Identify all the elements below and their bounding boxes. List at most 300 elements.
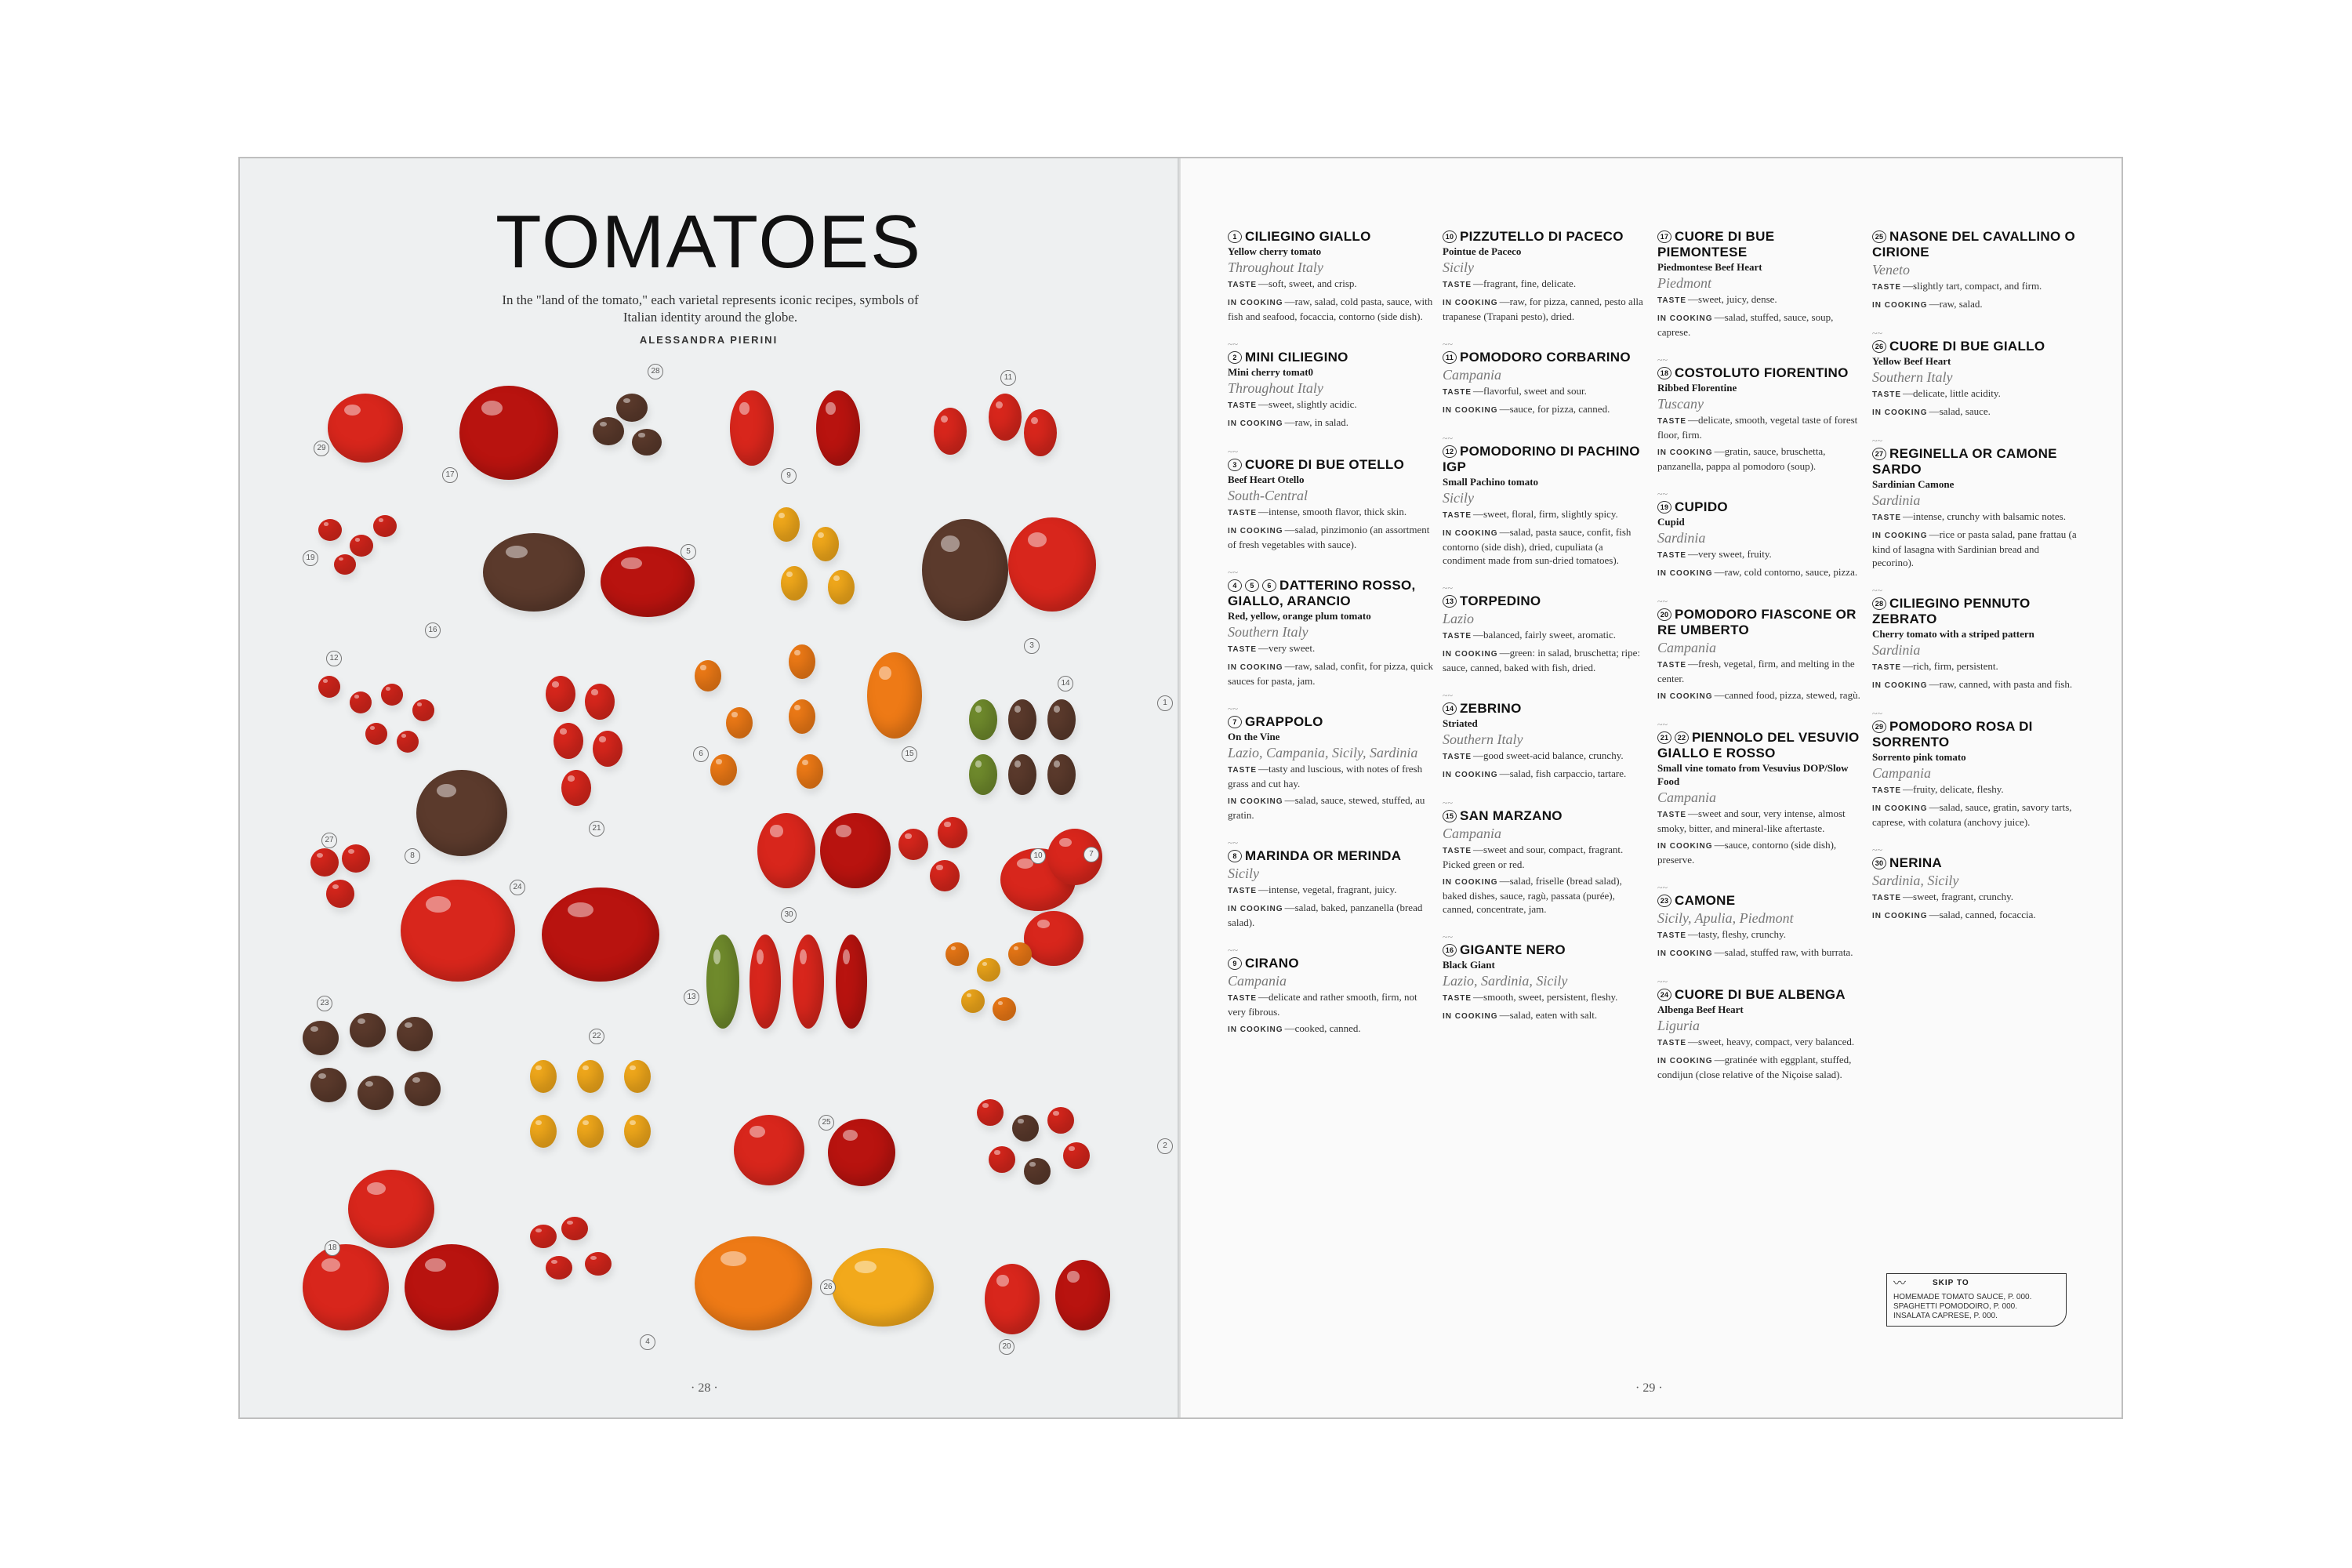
cooking-text: —raw, canned, with pasta and fish. [1929, 678, 2073, 690]
varietal-subtitle: Ribbed Florentine [1657, 382, 1737, 394]
entry-separator: ~~ [1443, 931, 1453, 942]
taste-label: TASTE [1443, 511, 1472, 520]
taste-text: —slightly tart, compact, and firm. [1903, 280, 2042, 292]
taste-label: TASTE [1657, 551, 1687, 560]
cooking-text: —raw, cold contorno, sauce, pizza. [1714, 566, 1858, 578]
entry-separator: ~~ [1657, 488, 1668, 499]
varietal-subtitle: Pointue de Paceco [1443, 245, 1522, 257]
cooking-line [1872, 528, 2078, 569]
taste-line [1657, 807, 1863, 835]
tomato [812, 527, 839, 561]
varietal-name [1443, 701, 1648, 717]
tomato [726, 707, 753, 739]
varietal-number: 5 [1245, 579, 1259, 592]
cooking-text: —salad, pinzimonio (an assortment of fresh vegetables with sauce). [1228, 524, 1430, 550]
skip-item: INSALATA CAPRESE, P. 000. [1893, 1312, 1998, 1320]
tomato [365, 723, 387, 745]
varietal-title: REGINELLA OR CAMONE SARDO [1872, 446, 2057, 477]
varietal-number: 6 [1262, 579, 1276, 592]
varietal-name [1228, 457, 1433, 473]
cooking-label: IN COOKING [1657, 314, 1713, 323]
varietal-number: 11 [1443, 351, 1457, 364]
entry-separator: ~~ [1872, 844, 1882, 855]
varietal-subtitle: Sardinian Camone [1872, 478, 1955, 490]
varietal-title: ZEBRINO [1460, 701, 1522, 716]
tomato [1024, 409, 1057, 456]
tomato [326, 880, 354, 908]
varietal-name [1657, 229, 1863, 260]
tomato [632, 429, 662, 456]
tomato [989, 394, 1022, 441]
taste-label: TASTE [1657, 931, 1687, 940]
cooking-text: —raw, in salad. [1284, 416, 1349, 428]
tomato [401, 880, 515, 982]
photo-number-badge: 30 [781, 907, 797, 923]
varietal-region: Campania [1872, 765, 1932, 781]
cooking-label: IN COOKING [1657, 692, 1713, 701]
varietal-subtitle: Black Giant [1443, 959, 1495, 971]
page-number-left: · 28 · [691, 1381, 718, 1395]
skip-to-box [1886, 1273, 2067, 1327]
taste-label: TASTE [1657, 296, 1687, 305]
varietal-name [1443, 444, 1648, 475]
photo-number-badge: 1 [1157, 695, 1173, 711]
cooking-label: IN COOKING [1872, 804, 1928, 813]
cooking-line [1228, 901, 1433, 929]
taste-line [1443, 843, 1648, 871]
tomato [867, 652, 922, 739]
tomato [938, 817, 967, 848]
tomato [832, 1248, 934, 1327]
varietal-subtitle: Cupid [1657, 516, 1685, 528]
cooking-label: IN COOKING [1228, 299, 1283, 307]
entry-separator: ~~ [1443, 433, 1453, 444]
varietal-name [1872, 446, 2078, 477]
taste-text: —soft, sweet, and crisp. [1258, 278, 1357, 289]
tomato [397, 731, 419, 753]
varietal-name [1872, 719, 2078, 750]
varietal-number: 9 [1228, 957, 1242, 970]
cooking-line [1657, 946, 1863, 960]
tomato [836, 935, 867, 1029]
cooking-line [1872, 297, 2078, 312]
tomato [710, 754, 737, 786]
taste-text: —tasty and luscious, with notes of fresh grass and cut hay. [1228, 763, 1423, 789]
varietal-entry [1657, 499, 1863, 580]
photo-number-badge: 2 [1157, 1138, 1173, 1154]
taste-line [1657, 292, 1863, 307]
entry-separator: ~~ [1872, 708, 1882, 719]
cooking-text: —raw, salad. [1929, 298, 1983, 310]
varietal-title: POMODORO FIASCONE OR RE UMBERTO [1657, 607, 1857, 637]
entry-separator: ~~ [1228, 837, 1238, 848]
cooking-label: IN COOKING [1872, 681, 1928, 690]
column-1 [1228, 229, 1433, 1052]
varietal-number: 28 [1872, 597, 1886, 610]
varietal-entry [1872, 596, 2078, 692]
photo-number-badge: 23 [317, 996, 332, 1011]
tomato [789, 699, 815, 734]
varietal-name [1657, 730, 1863, 761]
cooking-line [1443, 1008, 1648, 1023]
cooking-line [1228, 416, 1433, 430]
varietal-title: GIGANTE NERO [1460, 942, 1566, 957]
varietal-subtitle: Albenga Beef Heart [1657, 1004, 1744, 1015]
tomato [1024, 911, 1083, 966]
taste-label: TASTE [1872, 390, 1902, 399]
varietal-title: GRAPPOLO [1245, 714, 1323, 729]
tomato [1008, 942, 1032, 966]
taste-text: —sweet, slightly acidic. [1258, 398, 1357, 410]
cooking-text: —salad, canned, focaccia. [1929, 909, 2036, 920]
photo-number-badge: 10 [1030, 848, 1046, 864]
cooking-line [1657, 688, 1863, 703]
taste-line [1872, 279, 2078, 294]
varietal-title: CAMONE [1675, 893, 1736, 908]
cooking-line [1228, 295, 1433, 323]
cooking-label: IN COOKING [1443, 299, 1498, 307]
tomato [993, 997, 1016, 1021]
tomato [397, 1017, 433, 1051]
taste-label: TASTE [1443, 632, 1472, 641]
cooking-label: IN COOKING [1443, 771, 1498, 779]
varietal-region: Sicily, Apulia, Piedmont [1657, 910, 1794, 926]
photo-number-badge: 6 [693, 746, 709, 762]
taste-label: TASTE [1443, 847, 1472, 855]
varietal-entry [1657, 987, 1863, 1081]
varietal-entry [1443, 350, 1648, 417]
cooking-label: IN COOKING [1657, 842, 1713, 851]
varietal-entry [1657, 730, 1863, 866]
taste-text: —tasty, fleshy, crunchy. [1688, 928, 1786, 940]
column-4 [1872, 229, 2078, 938]
taste-line [1657, 1035, 1863, 1050]
cooking-label: IN COOKING [1443, 406, 1498, 415]
photo-number-badge: 15 [902, 746, 917, 762]
taste-text: —flavorful, sweet and sour. [1473, 385, 1587, 397]
cooking-line [1443, 402, 1648, 417]
cooking-text: —salad, eaten with salt. [1499, 1009, 1598, 1021]
varietal-entry [1228, 714, 1433, 822]
varietal-region: Tuscany [1657, 396, 1704, 412]
varietal-title: CUPIDO [1675, 499, 1728, 514]
varietal-number: 10 [1443, 230, 1457, 243]
taste-line [1443, 277, 1648, 292]
taste-line [1228, 505, 1433, 520]
varietal-title: PIZZUTELLO DI PACECO [1460, 229, 1624, 244]
taste-label: TASTE [1228, 994, 1258, 1003]
tomato [342, 844, 370, 873]
author-name: ALESSANDRA PIERINI [639, 334, 779, 346]
tomato [816, 390, 860, 466]
taste-text: —sweet and sour, very intense, almost smoky, bitter, and mineral-like aftertaste. [1657, 808, 1846, 834]
taste-text: —very sweet. [1258, 642, 1316, 654]
cooking-label: IN COOKING [1443, 650, 1498, 659]
taste-text: —sweet, floral, firm, slightly spicy. [1473, 508, 1618, 520]
taste-text: —smooth, sweet, persistent, fleshy. [1473, 991, 1618, 1003]
varietal-subtitle: Piedmontese Beef Heart [1657, 261, 1762, 273]
varietal-region: Sardinia, Sicily [1872, 873, 1959, 888]
varietal-title: TORPEDINO [1460, 593, 1541, 608]
varietal-name [1657, 893, 1863, 909]
varietal-title: CUORE DI BUE PIEMONTESE [1657, 229, 1775, 260]
taste-label: TASTE [1228, 401, 1258, 410]
tomato [585, 684, 615, 720]
tomato [828, 1119, 895, 1186]
tomato [585, 1252, 612, 1276]
cooking-label: IN COOKING [1657, 569, 1713, 578]
tomato [793, 935, 824, 1029]
cooking-line [1872, 405, 2078, 419]
varietal-number: 1 [1228, 230, 1242, 243]
varietal-region: Veneto [1872, 262, 1910, 278]
cooking-label: IN COOKING [1443, 878, 1498, 887]
varietal-number: 4 [1228, 579, 1242, 592]
taste-line [1228, 883, 1433, 898]
varietal-number: 17 [1657, 230, 1671, 243]
taste-text: —fresh, vegetal, firm, and melting in the center. [1657, 658, 1855, 684]
varietal-region: Campania [1657, 789, 1717, 805]
tomato [922, 519, 1008, 621]
taste-line [1228, 990, 1433, 1018]
varietal-subtitle: Red, yellow, orange plum tomato [1228, 610, 1371, 622]
photo-number-badge: 3 [1024, 638, 1040, 654]
taste-label: TASTE [1443, 753, 1472, 761]
tomato [577, 1115, 604, 1148]
varietal-number: 22 [1675, 731, 1689, 744]
taste-line [1443, 990, 1648, 1005]
tomato [773, 507, 800, 542]
photo-number-badge: 22 [589, 1029, 604, 1044]
varietal-region: Lazio [1443, 611, 1475, 626]
varietal-region: Lazio, Sardinia, Sicily [1443, 973, 1568, 989]
cooking-label: IN COOKING [1443, 529, 1498, 538]
tomato [797, 754, 823, 789]
varietal-subtitle: Striated [1443, 717, 1478, 729]
varietal-entry [1657, 229, 1863, 339]
tomato [977, 1099, 1004, 1126]
cooking-text: —salad, stuffed raw, with burrata. [1714, 946, 1853, 958]
tomato [405, 1244, 499, 1330]
tomato [358, 1076, 394, 1110]
varietal-name [1657, 987, 1863, 1003]
varietal-name [1228, 956, 1433, 971]
varietal-title: NERINA [1889, 855, 1942, 870]
taste-line [1657, 657, 1863, 685]
photo-number-badge: 8 [405, 848, 420, 864]
varietal-entry [1228, 457, 1433, 551]
tomato [757, 813, 815, 888]
photo-number-badge: 11 [1000, 370, 1016, 386]
varietal-number: 30 [1872, 857, 1886, 869]
tomato [1055, 1260, 1110, 1330]
tomato [601, 546, 695, 617]
varietal-title: POMODORO ROSA DI SORRENTO [1872, 719, 2033, 750]
tomato [577, 1060, 604, 1093]
taste-line [1872, 659, 2078, 674]
cooking-line [1443, 525, 1648, 567]
skip-to-label: SKIP TO [1933, 1279, 1969, 1287]
varietal-number: 24 [1657, 989, 1671, 1001]
varietal-entry [1443, 808, 1648, 916]
entry-separator: ~~ [1228, 945, 1238, 956]
tomato [624, 1060, 651, 1093]
varietal-entry [1228, 578, 1433, 688]
varietal-number: 13 [1443, 595, 1457, 608]
cooking-line [1443, 874, 1648, 916]
taste-line [1657, 413, 1863, 441]
tomato [350, 1013, 386, 1047]
photo-number-badge: 28 [648, 364, 663, 379]
tomato [530, 1115, 557, 1148]
photo-number-badge: 18 [325, 1240, 340, 1256]
varietal-title: CUORE DI BUE ALBENGA [1675, 987, 1846, 1002]
varietal-name [1228, 578, 1433, 609]
tomato [1047, 754, 1076, 795]
varietal-number: 18 [1657, 367, 1671, 379]
varietal-entry [1872, 446, 2078, 569]
taste-label: TASTE [1872, 786, 1902, 795]
photo-number-badge: 16 [425, 622, 441, 638]
varietal-title: CILIEGINO GIALLO [1245, 229, 1371, 244]
entry-separator: ~~ [1657, 976, 1668, 987]
cooking-text: —salad, sauce. [1929, 405, 1991, 417]
varietal-title: NASONE DEL CAVALLINO O CIRIONE [1872, 229, 2076, 260]
varietal-number: 23 [1657, 895, 1671, 907]
cooking-line [1228, 523, 1433, 551]
taste-label: TASTE [1228, 281, 1258, 289]
cooking-line [1228, 1022, 1433, 1036]
varietal-title: POMODORINO DI PACHINO IGP [1443, 444, 1640, 474]
taste-line [1872, 510, 2078, 524]
tomato [310, 848, 339, 877]
varietal-region: Throughout Italy [1228, 260, 1323, 275]
cooking-text: —sauce, contorno (side dish), preserve. [1657, 839, 1837, 866]
tomato [530, 1060, 557, 1093]
varietal-number: 3 [1228, 459, 1242, 471]
cooking-label: IN COOKING [1657, 448, 1713, 457]
cooking-line [1443, 295, 1648, 323]
wave-icon: 〰 [1893, 1277, 1907, 1290]
varietal-number: 2 [1228, 351, 1242, 364]
tomato [695, 1236, 812, 1330]
taste-label: TASTE [1443, 281, 1472, 289]
tomato [989, 1146, 1015, 1173]
varietal-title: DATTERINO ROSSO, GIALLO, ARANCIO [1228, 578, 1416, 608]
varietal-name [1872, 229, 2078, 260]
tomato [946, 942, 969, 966]
tomato [985, 1264, 1040, 1334]
taste-line [1872, 387, 2078, 401]
photo-number-badge: 21 [589, 821, 604, 837]
cooking-text: —raw, for pizza, canned, pesto alla trapanese (Trapani pesto), dried. [1443, 296, 1643, 322]
cooking-text: —rice or pasta salad, pane frattau (a kind of lasagna with Sardinian bread and pecorino). [1872, 528, 2077, 568]
varietal-name [1443, 808, 1648, 824]
photo-number-badge: 25 [818, 1115, 834, 1131]
varietal-subtitle: Mini cherry tomat0 [1228, 366, 1314, 378]
taste-label: TASTE [1657, 417, 1687, 426]
entry-separator: ~~ [1872, 585, 1882, 596]
cooking-text: —salad, fish carpaccio, tartare. [1499, 768, 1627, 779]
taste-text: —sweet, fragrant, crunchy. [1903, 891, 2014, 902]
column-3 [1657, 229, 1863, 1097]
taste-text: —intense, crunchy with balsamic notes. [1903, 510, 2066, 522]
varietal-title: COSTOLUTO FIORENTINO [1675, 365, 1849, 380]
varietal-subtitle: Beef Heart Otello [1228, 474, 1305, 485]
varietal-name [1443, 593, 1648, 609]
cooking-line [1228, 659, 1433, 688]
tomato [695, 660, 721, 691]
tomato [593, 417, 624, 445]
cooking-text: —raw, salad, cold pasta, sauce, with fish and seafood, focaccia, contorno (side dish). [1228, 296, 1433, 322]
varietal-entry [1228, 350, 1433, 430]
cooking-text: —salad, baked, panzanella (bread salad). [1228, 902, 1423, 928]
cooking-text: —gratinée with eggplant, stuffed, condijun (close relative of the Niçoise salad). [1657, 1054, 1852, 1080]
tomato [820, 813, 891, 888]
taste-line [1228, 397, 1433, 412]
varietal-entry [1657, 365, 1863, 473]
taste-label: TASTE [1228, 766, 1258, 775]
cooking-text: —green: in salad, bruschetta; ripe: sauce, canned, baked with fish, dried. [1443, 647, 1640, 673]
varietal-region: Piedmont [1657, 275, 1711, 291]
varietal-region: Southern Italy [1443, 731, 1523, 747]
taste-label: TASTE [1872, 663, 1902, 672]
tomato [416, 770, 507, 856]
cooking-text: —canned food, pizza, stewed, ragù. [1714, 689, 1860, 701]
photo-number-badge: 5 [681, 544, 696, 560]
tomato [350, 691, 372, 713]
varietal-entry [1228, 956, 1433, 1036]
tomato [898, 829, 928, 860]
tomato [730, 390, 774, 466]
varietal-name [1228, 229, 1433, 245]
taste-text: —fragrant, fine, delicate. [1473, 278, 1577, 289]
varietal-number: 7 [1228, 716, 1242, 728]
varietal-entry [1657, 607, 1863, 703]
varietal-title: POMODORO CORBARINO [1460, 350, 1631, 365]
varietal-subtitle: On the Vine [1228, 731, 1280, 742]
varietal-title: PIENNOLO DEL VESUVIO GIALLO E ROSSO [1657, 730, 1860, 760]
varietal-number: 29 [1872, 720, 1886, 733]
varietal-name [1228, 350, 1433, 365]
tomato [561, 770, 591, 806]
column-2 [1443, 229, 1648, 1039]
varietal-name [1657, 607, 1863, 638]
taste-text: —intense, vegetal, fragrant, juicy. [1258, 884, 1397, 895]
varietal-title: MARINDA OR MERINDA [1245, 848, 1402, 863]
taste-text: —intense, smooth flavor, thick skin. [1258, 506, 1407, 517]
cooking-label: IN COOKING [1228, 905, 1283, 913]
varietal-number: 14 [1443, 702, 1457, 715]
varietal-entry [1443, 593, 1648, 674]
taste-label: TASTE [1657, 811, 1687, 819]
varietal-entry [1872, 719, 2078, 829]
tomato [961, 989, 985, 1013]
taste-label: TASTE [1443, 994, 1472, 1003]
varietal-name [1872, 855, 2078, 871]
varietal-name [1657, 499, 1863, 515]
tomato [310, 1068, 347, 1102]
tomato [348, 1170, 434, 1248]
tomato [303, 1244, 389, 1330]
varietal-number: 20 [1657, 608, 1671, 621]
taste-label: TASTE [1228, 645, 1258, 654]
intro-text: In the "land of the tomato," each varietal represents iconic recipes, symbols of Italian identity around the globe. [502, 292, 919, 325]
left-page [240, 158, 1178, 1417]
cooking-label: IN COOKING [1872, 532, 1928, 540]
photo-number-badge: 27 [321, 833, 337, 848]
taste-line [1657, 927, 1863, 942]
